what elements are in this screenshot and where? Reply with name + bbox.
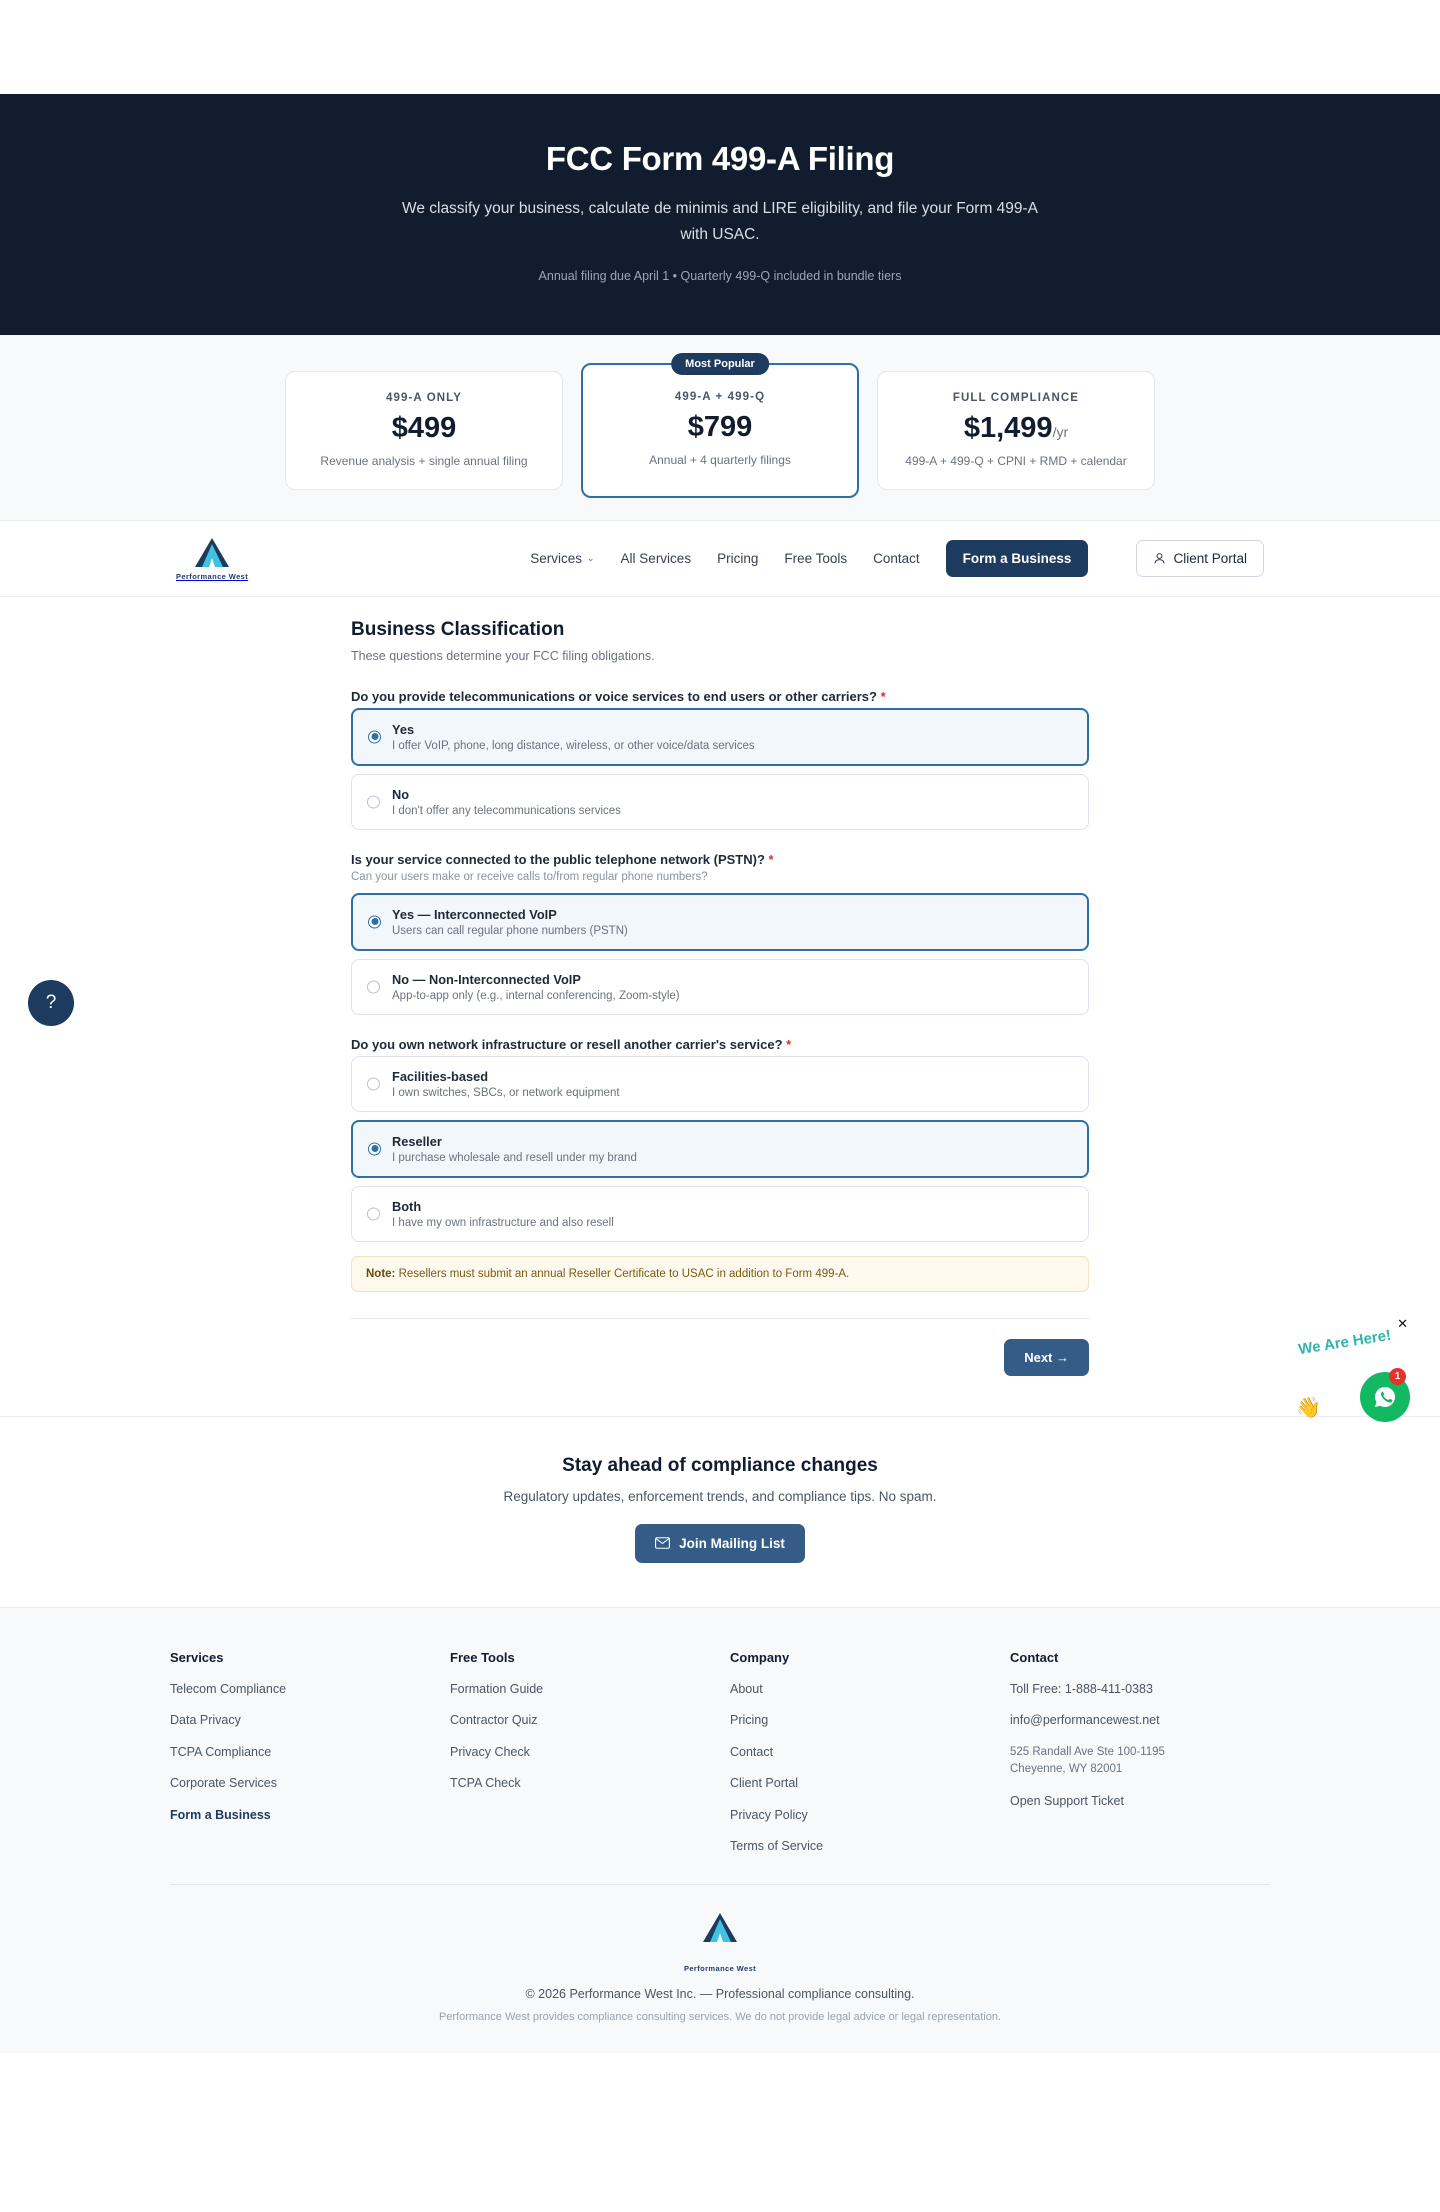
address-line-1: 525 Randall Ave Ste 100-1195	[1010, 1745, 1165, 1758]
newsletter-title: Stay ahead of compliance changes	[562, 1454, 878, 1476]
price-amount	[302, 412, 546, 445]
form-container	[351, 619, 1089, 1376]
footer-link-pricing[interactable]: Pricing	[730, 1713, 769, 1728]
option-title: Both	[392, 1198, 422, 1214]
option-title: No — Non-Interconnected VoIP	[392, 971, 581, 987]
price-amount	[599, 411, 841, 444]
client-portal-button[interactable]	[1136, 540, 1264, 577]
footer-link-tcpa-check[interactable]: TCPA Check	[450, 1776, 521, 1791]
newsletter-section	[0, 1416, 1440, 1607]
brand-logo[interactable]	[176, 536, 248, 581]
footer-link-privacy-policy[interactable]: Privacy Policy	[730, 1807, 808, 1822]
required-marker: *	[880, 688, 886, 704]
chat-unread-badge: 1	[1389, 1368, 1406, 1385]
nav-item-all-services[interactable]	[621, 551, 692, 566]
option-title: Reseller	[392, 1133, 442, 1149]
price-label: 499-A ONLY	[386, 392, 462, 405]
footer-column-services	[170, 1650, 450, 1870]
help-button[interactable]: ?	[28, 980, 74, 1026]
disclaimer-text: Performance West provides compliance consulting services. We do not provide legal advice or legal representation.	[438, 2010, 1002, 2023]
hero-meta: Annual filing due April 1 • Quarterly 499-Q included in bundle tiers	[538, 269, 902, 284]
nav-label: Contact	[873, 550, 920, 566]
nav-item-contact[interactable]	[873, 551, 920, 566]
option-no-telecom[interactable]	[351, 774, 1089, 830]
footer-address	[1010, 1744, 1270, 1780]
form-divider	[351, 1318, 1089, 1319]
price-card-full-compliance[interactable]	[877, 371, 1155, 489]
option-description: I don't offer any telecommunications services	[392, 804, 621, 817]
note-label: Note:	[366, 1267, 396, 1280]
option-both[interactable]	[351, 1186, 1089, 1242]
footer-link-data-privacy[interactable]: Data Privacy	[170, 1713, 241, 1728]
note-text: Resellers must submit an annual Reseller Certificate to USAC in addition to Form 499-A.	[398, 1267, 850, 1280]
price-label: FULL COMPLIANCE	[952, 392, 1080, 405]
form-title: Business Classification	[351, 618, 565, 640]
question-text: Do you provide telecommunications or voice services to end users or other carriers?	[351, 688, 877, 704]
user-icon	[1153, 552, 1166, 565]
footer-link-contractor-quiz[interactable]: Contractor Quiz	[450, 1713, 538, 1728]
question-label	[351, 852, 1089, 867]
nav-label: Pricing	[717, 550, 759, 566]
form-subtitle: These questions determine your FCC filing obligations.	[351, 648, 655, 663]
radio-icon[interactable]	[368, 730, 381, 743]
classification-form-section	[0, 597, 1440, 1416]
footer-brand-name: Performance West	[683, 1963, 757, 1973]
footer-link-support-ticket[interactable]: Open Support Ticket	[1010, 1794, 1124, 1809]
nav-label: Services	[530, 550, 582, 566]
footer-column-company	[730, 1650, 1010, 1870]
question-infrastructure	[351, 1037, 1089, 1292]
chat-greeting-text: We Are Here!	[1297, 1326, 1393, 1359]
footer-link-privacy-check[interactable]: Privacy Check	[450, 1744, 530, 1759]
footer-columns	[170, 1650, 1270, 1870]
option-facilities-based[interactable]	[351, 1056, 1089, 1112]
copyright-text: © 2026 Performance West Inc. — Professional compliance consulting.	[525, 1986, 915, 2001]
question-label	[351, 689, 1089, 704]
option-list	[351, 893, 1089, 1015]
footer-link-formation-guide[interactable]: Formation Guide	[450, 1681, 544, 1696]
footer-link-about[interactable]: About	[730, 1681, 763, 1696]
footer-column-free-tools	[450, 1650, 730, 1870]
footer-link-tcpa-compliance[interactable]: TCPA Compliance	[170, 1744, 272, 1759]
footer-email[interactable]: info@performancewest.net	[1010, 1713, 1160, 1728]
brand-name: Performance West	[176, 571, 249, 581]
nav-links	[530, 540, 1264, 577]
footer-heading: Company	[730, 1649, 790, 1665]
option-description: I offer VoIP, phone, long distance, wireless, or other voice/data services	[392, 739, 755, 752]
performance-west-logo-icon	[189, 536, 235, 570]
option-title: Yes	[392, 721, 415, 737]
nav-item-services[interactable]	[530, 551, 594, 566]
pricing-row	[0, 358, 1440, 489]
chat-widget	[1288, 1316, 1418, 1424]
footer-link-form-a-business[interactable]: Form a Business	[170, 1807, 271, 1822]
footer-link-corporate-services[interactable]: Corporate Services	[170, 1776, 277, 1791]
radio-icon[interactable]	[367, 980, 380, 993]
client-portal-label: Client Portal	[1173, 550, 1247, 566]
required-marker: *	[786, 1036, 792, 1052]
option-title: Facilities-based	[392, 1068, 489, 1084]
reseller-note	[351, 1256, 1089, 1292]
required-marker: *	[768, 851, 774, 867]
option-description: I own switches, SBCs, or network equipment	[392, 1086, 620, 1099]
footer-logo-icon	[697, 1911, 743, 1945]
close-icon[interactable]: ✕	[1397, 1316, 1408, 1331]
form-a-business-button[interactable]: Form a Business	[946, 540, 1089, 577]
top-spacer	[0, 0, 1440, 94]
question-pstn	[351, 852, 1089, 1015]
hero-section	[0, 94, 1440, 335]
page-title: FCC Form 499-A Filing	[545, 140, 895, 177]
footer-link-client-portal[interactable]: Client Portal	[730, 1776, 799, 1791]
price-period: /yr	[1052, 424, 1069, 441]
pricing-band	[0, 335, 1440, 520]
next-button[interactable]: Next →	[1004, 1339, 1089, 1376]
whatsapp-icon	[1372, 1384, 1398, 1410]
option-interconnected-voip[interactable]	[351, 893, 1089, 951]
radio-icon[interactable]	[367, 1077, 380, 1090]
price-card-499a[interactable]	[285, 371, 563, 489]
price-amount	[894, 412, 1138, 445]
option-reseller[interactable]	[351, 1120, 1089, 1178]
envelope-icon	[655, 1537, 670, 1549]
footer-link-terms-of-service[interactable]: Terms of Service	[730, 1839, 824, 1854]
footer-link-contact[interactable]: Contact	[730, 1744, 774, 1759]
hero-subtitle: We classify your business, calculate de minimis and LIRE eligibility, and file your Form 499-A with USAC.	[401, 200, 1039, 243]
newsletter-text: Regulatory updates, enforcement trends, and compliance tips. No spam.	[503, 1488, 937, 1504]
chevron-down-icon: ⌄	[587, 552, 595, 563]
question-text: Do you own network infrastructure or resell another carrier's service?	[351, 1036, 783, 1052]
price-value: $499	[391, 412, 457, 445]
option-description: App-to-app only (e.g., internal conferencing, Zoom-style)	[392, 989, 680, 1002]
option-description: I purchase wholesale and resell under my brand	[392, 1151, 637, 1164]
option-description: I have my own infrastructure and also resell	[392, 1216, 614, 1229]
price-value: $1,499	[963, 412, 1053, 445]
option-description: Users can call regular phone numbers (PSTN)	[392, 924, 628, 937]
waving-hand-icon: 👋	[1296, 1397, 1321, 1419]
footer-heading: Free Tools	[450, 1649, 515, 1665]
question-help: Can your users make or receive calls to/from regular phone numbers?	[351, 870, 708, 883]
radio-icon[interactable]	[367, 1207, 380, 1220]
price-card-bundle[interactable]	[581, 358, 859, 497]
footer-link-telecom-compliance[interactable]: Telecom Compliance	[170, 1681, 287, 1696]
address-line-2: Cheyenne, WY 82001	[1010, 1763, 1123, 1776]
option-title: No	[392, 786, 410, 802]
footer-heading: Services	[170, 1649, 224, 1665]
nav-item-free-tools[interactable]	[784, 551, 847, 566]
main-navbar	[0, 521, 1440, 597]
nav-label: All Services	[620, 550, 692, 566]
option-title: Yes — Interconnected VoIP	[392, 906, 557, 922]
radio-icon[interactable]	[367, 795, 380, 808]
option-list	[351, 708, 1089, 830]
footer-phone[interactable]: Toll Free: 1-888-411-0383	[1010, 1681, 1153, 1696]
nav-item-pricing[interactable]	[717, 551, 758, 566]
question-telecom-services	[351, 689, 1089, 830]
footer-bottom	[0, 1885, 1440, 2023]
radio-icon[interactable]	[368, 1142, 381, 1155]
price-value: $799	[687, 411, 753, 444]
question-text: Is your service connected to the public telephone network (PSTN)?	[351, 851, 765, 867]
option-yes-telecom[interactable]	[351, 708, 1089, 766]
footer-column-contact	[1010, 1650, 1270, 1870]
question-label	[351, 1037, 1089, 1052]
option-non-interconnected-voip[interactable]	[351, 959, 1089, 1015]
site-footer	[0, 1607, 1440, 2053]
option-list	[351, 1056, 1089, 1242]
footer-heading: Contact	[1010, 1649, 1059, 1665]
price-description: Revenue analysis + single annual filing	[320, 454, 528, 469]
price-description: 499-A + 499-Q + CPNI + RMD + calendar	[905, 454, 1127, 469]
price-description: Annual + 4 quarterly filings	[649, 453, 791, 468]
chat-launcher-button[interactable]	[1360, 1372, 1410, 1422]
form-actions	[351, 1339, 1089, 1376]
most-popular-badge: Most Popular	[671, 353, 769, 375]
join-mailing-list-button[interactable]	[635, 1524, 805, 1563]
nav-label: Free Tools	[784, 550, 848, 566]
price-label: 499-A + 499-Q	[674, 391, 766, 404]
join-mailing-list-label: Join Mailing List	[679, 1535, 785, 1551]
radio-icon[interactable]	[368, 915, 381, 928]
